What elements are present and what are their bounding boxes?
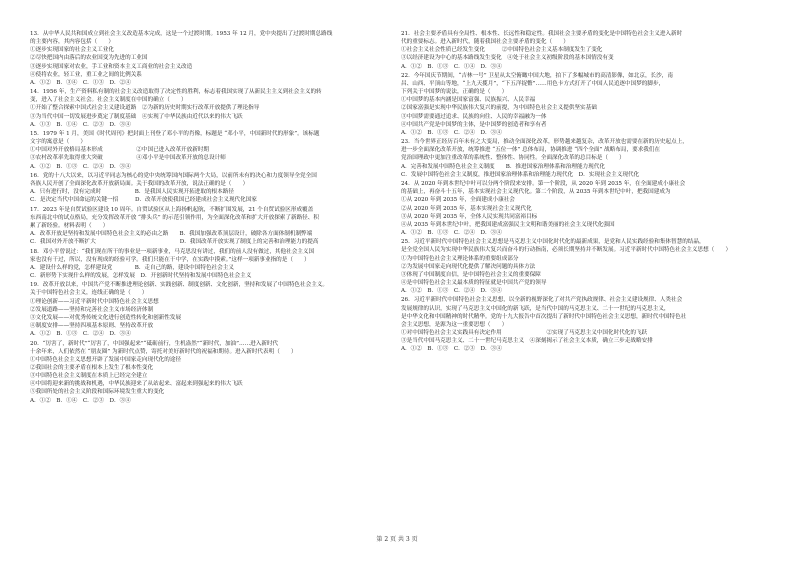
question-line: ④制度安排——坚持四项基本原则、坚持改革开放: [30, 323, 154, 330]
question-line: A．①② B．③④ C．①③ D．②④: [30, 79, 131, 86]
question-line: A．①② B．①④ C．②③ D．③④: [30, 397, 131, 404]
question-line: 14．1956 年，生产资料私有制的社会主义改造取得了决定性的胜利，标志着我国实现了从新民主主义到社会主义的转: [30, 89, 322, 96]
question-line: ③以经济建设为中心的基本路线发生变化 ④处于社会主义初级阶段的基本国情没有变: [401, 55, 614, 62]
question-line: ③为当代中国一切发展进步奠定了制度基础 ④实现了中华民族由近代以来的伟大飞跃: [30, 113, 243, 120]
question-line: A．①② B．①③ C．②④ D．③④: [401, 129, 502, 136]
question-line: 家也没有干过，所以，没有现成的经验可学。我们只能在干中学，在实践中摸索。”这样一项新事业指的是（ ）: [30, 256, 310, 263]
question-line: A．完善和发展中国特色社会主义制度 B．推进国家治理体系和治理能力现代化: [401, 163, 605, 170]
question-line: ①理论创新——习近平新时代中国特色社会主义思想: [30, 298, 159, 305]
question-line: A．①② B．①③ C．②④ D．③④: [401, 229, 502, 236]
question-line: 24．从 2020 年到本世纪中叶可以分两个阶段来安排。第一个阶段，从 2020 年到 2035 年，在全面建成小康社会: [401, 181, 686, 188]
question-line: ④中国将迎来新的挑战和机遇，中华民族迎来了从站起来、富起来到强起来的伟大飞跃: [30, 381, 243, 388]
question-line: A．①② B．①③ C．②③ D．③④: [401, 346, 502, 353]
question-line: 昌、山西、平顶山等地，“上九天揽月”，“下五洋捉鳖”……用色卡方式打开了中国人民追逐中国梦的脚步，: [401, 81, 665, 88]
question-q24: [401, 180, 776, 237]
question-line: ③逐步实现国家对农业，手工业和资本主义工商业的社会主义改造: [30, 63, 193, 70]
question-line: 23．当今世界正经历百年未有之大变局，推动全面深化改革，形势越来越复杂，改革开放也需要在新的历史起点上，: [401, 139, 688, 146]
question-line: 20．“厉害了，新时代”“厉害了，中国强起来”“砥砺前行，生机盎然”“新时代，加油”……进入新时代: [30, 340, 279, 347]
question-line: ③是当代中国马克思主义、二十一世纪马克思主义 ④深刻揭示了社会主义本质，确立三步走战略安排: [401, 338, 653, 345]
question-q13: [30, 30, 405, 87]
question-line: A．①③ B．①④ C．②③ D．③④: [30, 121, 131, 128]
question-line: 十余年来，人们依然在 “朋友圈” 为新时代点赞，寄托对美好新时代的祝福和期待。进入新时代表明（ ）: [30, 348, 297, 355]
question-line: ②尽快把国内由落后的农业国变为先进的工业国: [30, 55, 148, 62]
question-line: ④是中国特色社会主义最本质的特征就是中国共产党的领导: [401, 279, 547, 286]
left-column: [30, 30, 405, 406]
question-line: ④从 2035 年到本世纪中叶，把我国建成富强民主文明和谐美丽的社会主义现代化强国: [401, 221, 615, 228]
question-line: 关于中国特色社会主义，连线正确的是（ ）: [30, 290, 148, 297]
question-line: C．新形势下实现什么样的发展，怎样发展 D．开创新时代坚持和发展中国特色社会主义: [30, 273, 252, 280]
question-line: ①中国梦的基本内涵是国家富强、民族振兴、人民幸福: [401, 97, 536, 104]
question-line: 19．改革开放以来，中国共产党不断推进理论创新、实践创新、制度创新、文化创新，坚持和发展了中国特色社会主义。: [30, 282, 328, 289]
question-line: 东西南北中的试点格局，充分发挥改革开放 “排头兵” 的示范引领作用，为全面深化改革和扩大开放探索了新路径、积: [30, 214, 319, 221]
question-line: ④中国共产党是中国梦的主体，是中国梦的创造者和享有者: [401, 121, 547, 128]
question-q23: [401, 138, 776, 179]
question-line: 变，进入了社会主义社会。社会主义制度在中国的确立（ ）: [30, 97, 187, 104]
question-line: ②为发展中国家走向现代化提供了解决问题的具体方法: [401, 263, 536, 270]
question-line: 代的重要标志。进入新时代，随着我国社会主要矛盾的变化（ ）: [401, 39, 569, 46]
question-line: 的基础上，再奋斗十五年，基本实现社会主义现代化。第二个阶段，从 2035 年到本世纪中叶，把我国建成为: [401, 189, 671, 196]
question-line: 是全党全国人民为实现中华民族伟大复兴而奋斗的行动指南，必须长期坚持并不断发展。习近平新时代中国特色社会主义思想（ ）: [401, 247, 732, 254]
question-line: ①为中国特色社会主义理论体系的重要组成部分: [401, 255, 519, 262]
question-line: 发展规律的认识，实现了马克思主义中国化的新飞跃，是当代中国的马克思主义、二十一世纪的马克思主义，: [401, 305, 670, 312]
question-line: 21．社会主要矛盾具有全局性、根本性、长远性和稳定性。我国社会主要矛盾的变化是中国特色社会主义进入新时: [401, 31, 683, 37]
question-line: 17．2023 年是自贸试验区建设 10 周年。自贸试验区从上海扬帆起航，不断扩围发展，21 个自贸试验区形成覆盖: [30, 206, 314, 213]
question-line: 15．1979 年 1 月，美国《时代周刊》把封面上刊登了邓小平的肖像，标题是 “邓小平，中国新时代的形象”。该标题: [30, 131, 320, 138]
question-line: ⑤我国所处的社会主义阶段和国际环境发生重大的变化: [30, 389, 165, 396]
question-line: ③中国特色社会主义制度在本质上已经完全建立: [30, 373, 148, 380]
question-q26: [401, 296, 776, 353]
question-line: 22．今年国庆节期间，“吉林一号” 卫星从太空俯瞰中国大地，拍下了多幅城市的高清影像，如北京，长沙，南: [401, 72, 673, 79]
question-q21: [401, 30, 776, 71]
question-line: 是中华文化和中国精神的时代精华。党的十九大报告中首次提出了新时代中国特色社会主义思想，新时代中国特色社: [401, 313, 687, 320]
question-line: A．只有进行时，没有完成时 B．是我国人民实现开拓进取的根本路径: [30, 189, 234, 196]
question-line: A．①② B．①③ C．①④ D．③④: [401, 63, 502, 70]
question-line: A．①② B．①③ C．②④ D．③④: [401, 288, 502, 295]
question-line: 25．习近平新时代中国特色社会主义思想是马克思主义中国化时代化的最新成果，是党和人民实践经验和集体智慧的结晶，: [401, 239, 705, 246]
question-line: ③中国梦需要通过追求、民族的向往、人民的幸福融为一体: [401, 113, 547, 120]
question-line: ③文化发展——对优秀传统文化进行创造性转化和创新性发展: [30, 314, 182, 321]
question-q18: [30, 248, 405, 281]
question-line: 进一步全面深化改革开放，统筹推进 “五位一体” 总体布局，协调推进 “四个全面” 战略布局，要求我们在: [401, 147, 661, 154]
question-line: ③体现了中国制度自信，是中国特色社会主义的重要保障: [401, 271, 541, 278]
question-line: ②国家富强是实现中华民族伟大复兴的前提，为中国特色社会主义提供坚实基础: [401, 105, 597, 112]
question-line: ②我国社会的主要矛盾在根本上发生了根本性变化: [30, 364, 154, 371]
question-q16: [30, 172, 405, 205]
question-line: ①中国对外开放格局基本形成 ②中国已进入改革开放新时期: [30, 147, 210, 154]
question-line: 的主要内容，其内容包括（ ）: [30, 39, 114, 46]
right-column: [401, 30, 776, 355]
question-line: A．①② B．①③ C．②④ D．③④: [30, 163, 131, 170]
question-line: ①社会主义社会性质已经发生变化 ②中国特色社会主义基本制度发生了变化: [401, 47, 603, 54]
question-q19: [30, 281, 405, 338]
question-line: ①逐步实现国家的社会主义工业化: [30, 47, 114, 54]
question-line: 下列关于中国梦的说法，正确的是（ ）: [401, 89, 508, 96]
question-q17: [30, 206, 405, 247]
question-line: ①中国特色社会主义思想开辟了发展中国家走向现代化的途径: [30, 356, 182, 363]
question-line: ③农村改革率先取得重大突破 ④邓小平是中国改革开放的总设计师: [30, 155, 226, 162]
question-line: ②从 2020 年到 2035 年，基本实现社会主义现代化: [401, 205, 532, 212]
question-line: C．发展中国特色社会主义制度，推进国家治理体系和治理能力现代化 D．实现社会主义现代化: [401, 171, 640, 178]
question-q25: [401, 238, 776, 295]
question-line: 累了新经验。材料表明（ ）: [30, 222, 109, 229]
page-footer: 第 2 页 共 3 页: [376, 536, 418, 543]
question-line: C．是决定当代中国命运的关键一招 D．改革开放使我国已经建成社会主义现代化国家: [30, 197, 257, 204]
question-line: 26．习近平新时代中国特色社会主义思想，以全新的视野深化了对共产党执政规律、社会主义建设规律、人类社会: [401, 297, 683, 304]
question-line: C．我国对外开放不断扩大 D．我国改革开放实现了制度上的完善和治理能力的提高: [30, 239, 319, 246]
question-line: A．①② B．①③ C．②④ D．③④: [30, 331, 131, 338]
question-line: 16．党的十八大以来，以习近平同志为核心的党中央统筹国内国际两个大局，以前所未有的决心和力度领导全党全国: [30, 172, 317, 179]
question-line: A．改革开放是坚持和发展中国特色社会主义的必由之路 B．我国加强改革顶层设计，破除各方面体制机制弊端: [30, 231, 313, 238]
question-q15: [30, 130, 405, 171]
question-line: ①从 2020 年到 2035 年，全面建成小康社会: [401, 197, 515, 204]
question-line: 13．从中华人民共和国成立到社会主义改造基本完成，这是一个过渡时期。1953 年 12 月，党中央提出了过渡时期总路线: [30, 31, 333, 37]
question-line: 党治国理政中更加注重改革的系统性、整体性、协同性。全面深化改革的总目标是（ ）: [401, 155, 625, 162]
question-line: 会主义思想，是源为这一重要思想（ ）: [401, 321, 508, 328]
question-line: 文字的寓意是（ ）: [30, 139, 86, 146]
question-q14: [30, 88, 405, 129]
question-line: ①开始了整合探索中国式社会主义建设道路 ②为新的历史时期实行改革开放提供了理论指导: [30, 105, 260, 112]
question-line: ③从 2020 年到 2035 年，全体人民实现共同富裕目标: [401, 213, 538, 220]
question-q20: [30, 340, 405, 405]
question-line: ①对中国特色社会主义实践具有决定作用 ②实现了马克思主义中国化时代化的飞跃: [401, 330, 648, 336]
question-line: 各族人民开创了全面深化改革开放新局面。关于我国的改革开放，说法正确的是（ ）: [30, 181, 249, 188]
question-line: 18．邓小平曾说过：“我们现在所干的事业是一项新事业，马克思没有讲过，我们的前人没有做过，其他社会主义国: [30, 248, 315, 255]
question-line: A．建设什么样的党，怎样建设党 B．走自己的路，建设中国特色社会主义: [30, 264, 234, 271]
question-q22: [401, 72, 776, 137]
question-line: ②发展道路——坚持和完善社会主义市场经济体制: [30, 306, 154, 313]
question-line: ④使将农业，轻工业，重工业之间的比例关系: [30, 71, 142, 78]
